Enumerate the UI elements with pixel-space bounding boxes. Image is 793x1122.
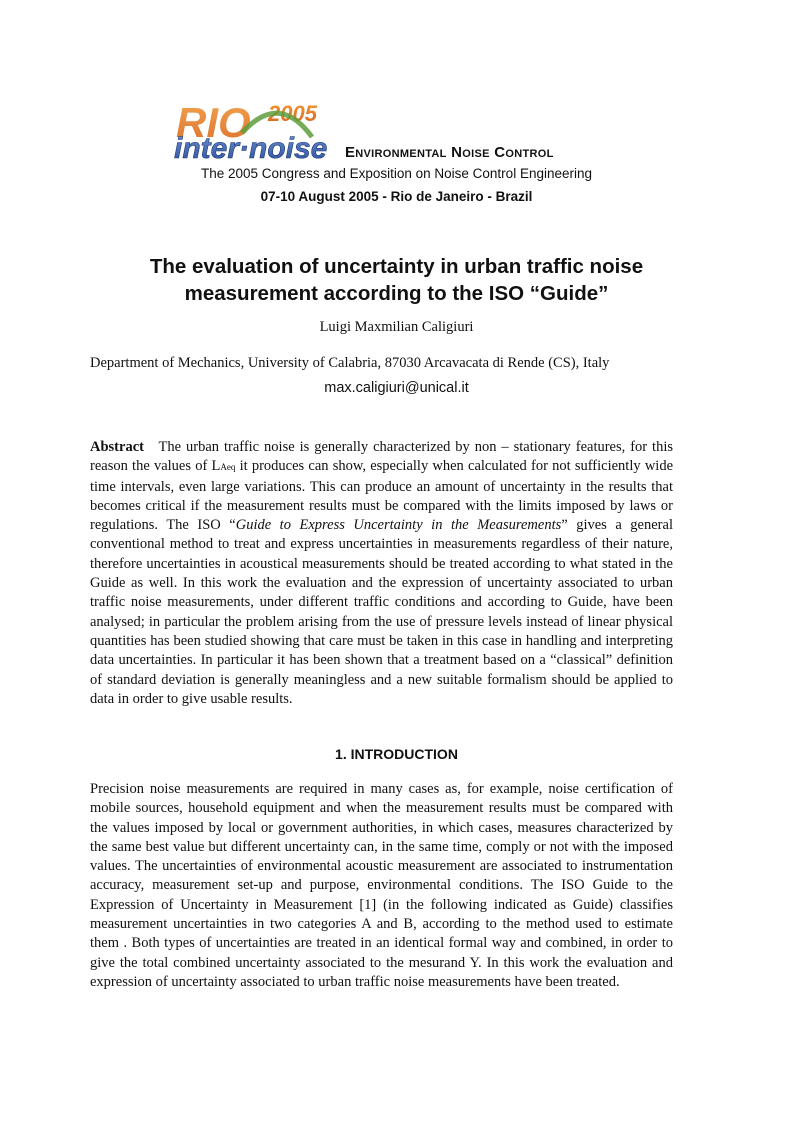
dates-line: 07-10 August 2005 - Rio de Janeiro - Brazil	[260, 189, 533, 204]
author-name: Luigi Maxmilian Caligiuri	[319, 319, 474, 335]
conference-theme: Environmental Noise Control	[345, 144, 554, 161]
author-email: max.caligiuri@unical.it	[324, 380, 469, 396]
abstract-text-3: ” gives a general conventional method to treat and express uncertainties in measurements regardless of their nature, therefore uncertainties in acoustical measurements should be treated according to what stated in the Guide as well. In this work the evaluation and the expression of uncertainty associated to urban traffic noise measurements, under different traffic conditions and according to Guide, have been analysed; in particular the problem arising from the use of pressure levels instead of linear physical quantities has been studied showing that care must be taken in this case in handling and interpreting data uncertainties. In particular it has been shown that a treatment based on a “classical” definition of standard deviation is generally meaningless and a new suitable formalism should be applied to data in order to give usable results.	[90, 517, 673, 707]
section-heading: 1. INTRODUCTION	[335, 746, 458, 762]
logo-year-text: 2005	[268, 101, 317, 126]
conference-logo	[172, 97, 340, 163]
abstract-guide-title: Guide to Express Uncertainty in the Measurements	[235, 517, 562, 534]
paper-title: The evaluation of uncertainty in urban traffic noise measurement according to the ISO “Guide”	[149, 255, 644, 305]
abstract-text-1: The urban traffic noise is generally characterized by non – stationary features, for this reason the values of L	[90, 439, 673, 475]
author-affiliation: Department of Mechanics, University of Calabria, 87030 Arcavacata di Rende (CS), Italy	[90, 355, 610, 371]
abstract-label: Abstract	[90, 439, 144, 455]
congress-line: The 2005 Congress and Exposition on Noise Control Engineering	[201, 166, 592, 181]
logo-brand-text: inter·noise	[174, 132, 328, 163]
section-body: Precision noise measurements are required in many cases as, for example, noise certification of mobile sources, household equipment and when the measurement results must be compared with the values imposed by local or government authorities, in which cases, measures characterized by the same best value but different uncertainty can, in the same time, comply or not with the imposed values. The uncertainties of environmental acoustic measurement are associated to instrumentation accuracy, measurement set-up and purpose, environmental conditions. The ISO Guide to the Expression of Uncertainty in Measurement [1] (in the following indicated as Guide) classifies measurement uncertainties in two categories A and B, according to the method used to estimate them . Both types of uncertainties are treated in an identical formal way and combined, in order to give the total combined uncertainty associated to the mesurand Y. In this work the evaluation and expression of uncertainty associated to urban traffic noise measurements have been treated.	[90, 781, 673, 990]
abstract-paragraph	[90, 438, 673, 709]
logo-rio-text: RIO	[176, 99, 251, 146]
abstract-text-2: it produces can show, especially when calculated for not sufficiently wide time intervals, even large variations. This can produce an amount of uncertainty in the results that becomes critical if the measurement results must be compared with the limits imposed by laws or regulations. The ISO “	[90, 458, 674, 534]
rio-internoise-logo-graphic	[172, 97, 340, 163]
abstract-subscript: Aeq	[220, 462, 236, 473]
